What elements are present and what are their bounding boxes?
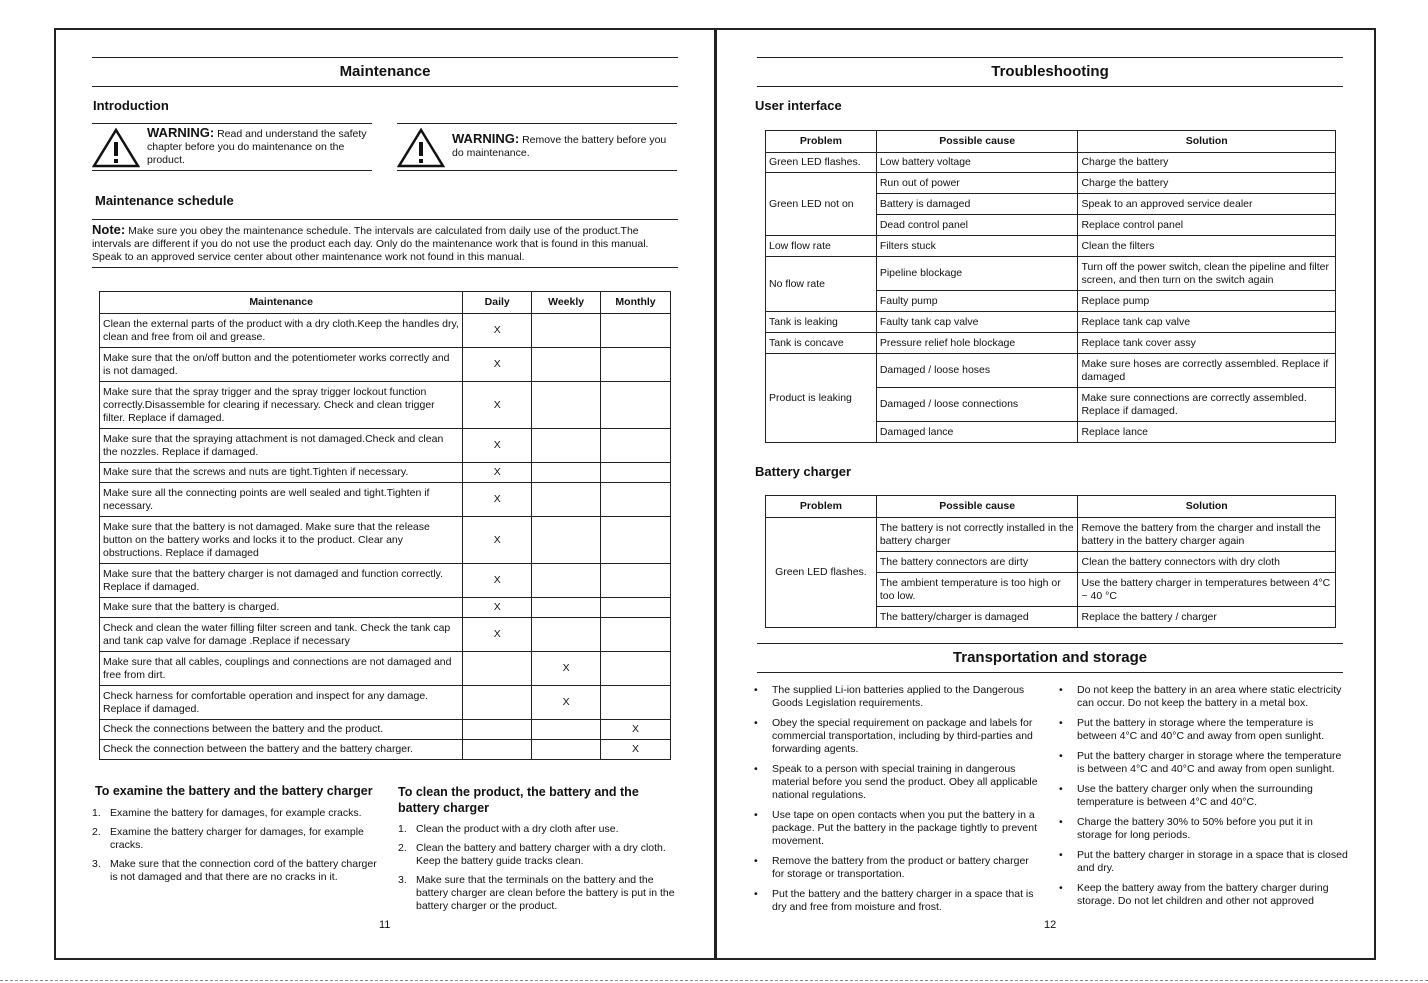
table-row xyxy=(766,333,1336,354)
list-item xyxy=(754,763,1039,802)
interval-mark-cell xyxy=(532,348,601,382)
maintenance-schedule-heading: Maintenance schedule xyxy=(95,193,234,208)
problem-cell: Green LED not on xyxy=(766,173,877,236)
cause-cell: Damaged / loose hoses xyxy=(876,354,1078,388)
interval-mark-cell xyxy=(601,598,671,618)
maintenance-task-cell: Make sure that the battery is charged. xyxy=(100,598,463,618)
cause-cell: The battery is not correctly installed in the battery charger xyxy=(876,518,1078,552)
interval-mark-cell: X xyxy=(463,348,532,382)
bullet-icon: • xyxy=(754,763,758,775)
solution-cell: Make sure connections are correctly assembled. Replace if damaged. xyxy=(1078,388,1336,422)
interval-mark-cell: X xyxy=(463,382,532,429)
list-item-text: Put the battery in storage where the temperature is between 4°C and 40°C and away from open sunlight. xyxy=(1077,717,1325,742)
solution-cell: Replace tank cap valve xyxy=(1078,312,1336,333)
list-item xyxy=(754,888,1039,914)
col-header-solution: Solution xyxy=(1078,496,1336,518)
list-number: 1. xyxy=(398,823,407,835)
solution-cell: Clean the battery connectors with dry cloth xyxy=(1078,552,1336,573)
list-item-text: The supplied Li-ion batteries applied to the Dangerous Goods Legislation requirements. xyxy=(772,684,1025,709)
problem-cell: Product is leaking xyxy=(766,354,877,443)
cause-cell: Dead control panel xyxy=(876,215,1078,236)
cause-cell: Pipeline blockage xyxy=(876,257,1078,291)
maintenance-task-cell: Make sure that the spraying attachment is not damaged.Check and clean the nozzles. Replace if damaged. xyxy=(100,429,463,463)
list-number: 2. xyxy=(398,842,407,854)
warning-label-2: WARNING: xyxy=(452,131,520,146)
col-header-cause: Possible cause xyxy=(876,131,1078,153)
clean-list xyxy=(398,823,680,919)
interval-mark-cell xyxy=(532,314,601,348)
table-row xyxy=(766,153,1336,173)
list-item xyxy=(754,809,1039,848)
solution-cell: Remove the battery from the charger and install the battery in the battery charger again xyxy=(1078,518,1336,552)
interval-mark-cell xyxy=(532,618,601,652)
clean-heading: To clean the product, the battery and the battery charger xyxy=(398,785,639,815)
table-row xyxy=(100,720,671,740)
interval-mark-cell xyxy=(601,314,671,348)
solution-cell: Charge the battery xyxy=(1078,153,1336,173)
list-number: 2. xyxy=(92,826,101,838)
table-row xyxy=(100,517,671,564)
warning-text-1: Read and understand the safety chapter before you do maintenance on the product. xyxy=(147,128,367,166)
interval-mark-cell xyxy=(532,564,601,598)
cause-cell: The battery/charger is damaged xyxy=(876,607,1078,628)
interval-mark-cell: X xyxy=(601,740,671,760)
cause-cell: Low battery voltage xyxy=(876,153,1078,173)
maintenance-task-cell: Clean the external parts of the product with a dry cloth.Keep the handles dry, clean and free from oil and grease. xyxy=(100,314,463,348)
interval-mark-cell: X xyxy=(532,686,601,720)
cause-cell: The battery connectors are dirty xyxy=(876,552,1078,573)
table-row xyxy=(100,314,671,348)
table-row xyxy=(100,598,671,618)
interval-mark-cell xyxy=(601,463,671,483)
table-row xyxy=(100,483,671,517)
solution-cell: Clean the filters xyxy=(1078,236,1336,257)
solution-cell: Replace control panel xyxy=(1078,215,1336,236)
table-header-row xyxy=(100,292,671,314)
list-item xyxy=(398,842,680,868)
interval-mark-cell xyxy=(601,618,671,652)
interval-mark-cell xyxy=(601,483,671,517)
list-item-text: Put the battery and the battery charger in a space that is dry and free from moisture and frost. xyxy=(772,888,1034,913)
list-item-text: Make sure that the connection cord of the battery charger is not damaged and that there are no cracks in it. xyxy=(110,858,377,883)
interval-mark-cell: X xyxy=(463,463,532,483)
list-item-text: Remove the battery from the product or battery charger for storage or transportation. xyxy=(772,855,1029,880)
interval-mark-cell: X xyxy=(463,598,532,618)
solution-cell: Replace lance xyxy=(1078,422,1336,443)
bullet-icon: • xyxy=(754,809,758,821)
bullet-icon: • xyxy=(754,855,758,867)
cause-cell: Faulty pump xyxy=(876,291,1078,312)
list-item-text: Make sure that the terminals on the battery and the battery charger are clean before the battery is put in the battery charger or the product. xyxy=(416,874,675,912)
page-divider xyxy=(714,28,717,960)
warning-box-1 xyxy=(92,123,372,171)
table-row xyxy=(100,686,671,720)
table-row xyxy=(100,348,671,382)
list-item xyxy=(754,855,1039,881)
list-number: 1. xyxy=(92,807,101,819)
maintenance-task-cell: Check the connections between the battery and the product. xyxy=(100,720,463,740)
interval-mark-cell xyxy=(532,382,601,429)
bullet-icon: • xyxy=(1059,750,1063,762)
list-item-text: Obey the special requirement on package and labels for commercial transportation, including by third-parties and forwarding agents. xyxy=(772,717,1033,755)
interval-mark-cell xyxy=(532,740,601,760)
interval-mark-cell: X xyxy=(463,483,532,517)
bullet-icon: • xyxy=(754,888,758,900)
table-row xyxy=(766,518,1336,552)
maintenance-task-cell: Check harness for comfortable operation and inspect for any damage. Replace if damaged. xyxy=(100,686,463,720)
list-number: 3. xyxy=(398,874,407,886)
interval-mark-cell: X xyxy=(463,429,532,463)
col-header-monthly: Monthly xyxy=(601,292,671,314)
table-row xyxy=(766,173,1336,194)
warning-box-2 xyxy=(397,123,677,171)
interval-mark-cell xyxy=(601,382,671,429)
col-header-problem: Problem xyxy=(766,131,877,153)
table-row xyxy=(100,564,671,598)
interval-mark-cell xyxy=(532,483,601,517)
note-label: Note: xyxy=(92,222,126,237)
maintenance-task-cell: Make sure all the connecting points are well sealed and tight.Tighten if necessary. xyxy=(100,483,463,517)
interval-mark-cell xyxy=(463,686,532,720)
bullet-icon: • xyxy=(754,684,758,696)
page-number-right: 12 xyxy=(1044,919,1057,931)
table-header-row xyxy=(766,131,1336,153)
solution-cell: Turn off the power switch, clean the pipeline and filter screen, and then turn on the switch again xyxy=(1078,257,1336,291)
user-interface-table xyxy=(765,130,1336,443)
list-item-text: Put the battery charger in storage where the temperature is between 4°C and 40°C and away from open sunlight. xyxy=(1077,750,1342,775)
interval-mark-cell xyxy=(463,740,532,760)
list-item-text: Use the battery charger only when the surrounding temperature is between 4°C and 40°C. xyxy=(1077,783,1313,808)
bullet-icon: • xyxy=(1059,882,1063,894)
page-number-left: 11 xyxy=(379,919,391,931)
interval-mark-cell xyxy=(532,720,601,740)
list-item-text: Keep the battery away from the battery charger during storage. Do not let children and other not approved xyxy=(1077,882,1329,907)
col-header-maintenance: Maintenance xyxy=(100,292,463,314)
interval-mark-cell: X xyxy=(463,564,532,598)
maintenance-title: Maintenance xyxy=(92,57,678,87)
transport-list-right xyxy=(1059,684,1349,915)
list-item xyxy=(754,717,1039,756)
table-row xyxy=(766,312,1336,333)
list-item xyxy=(1059,783,1349,809)
solution-cell: Replace the battery / charger xyxy=(1078,607,1336,628)
table-row xyxy=(100,740,671,760)
interval-mark-cell xyxy=(532,598,601,618)
interval-mark-cell xyxy=(601,564,671,598)
warning-triangle-icon xyxy=(397,128,445,168)
list-item xyxy=(398,874,680,913)
cause-cell: Pressure relief hole blockage xyxy=(876,333,1078,354)
cause-cell: Damaged lance xyxy=(876,422,1078,443)
interval-mark-cell: X xyxy=(601,720,671,740)
bullet-icon: • xyxy=(1059,849,1063,861)
list-item-text: Do not keep the battery in an area where static electricity can occur. Do not keep the battery in a metal box. xyxy=(1077,684,1342,709)
list-item-text: Examine the battery charger for damages, for example cracks. xyxy=(110,826,364,851)
note-text: Make sure you obey the maintenance schedule. The intervals are calculated from daily use of the product.The intervals are different if you do not use the product each day. Only do the maintenance work that is found in this manual. Speak to an approved service center about other maintenance work not found in this manual. xyxy=(92,225,649,263)
list-item-text: Charge the battery 30% to 50% before you put it in storage for long periods. xyxy=(1077,816,1313,841)
problem-cell: Green LED flashes. xyxy=(766,153,877,173)
cause-cell: The ambient temperature is too high or too low. xyxy=(876,573,1078,607)
transportation-title: Transportation and storage xyxy=(757,643,1343,673)
table-row xyxy=(100,382,671,429)
solution-cell: Make sure hoses are correctly assembled. Replace if damaged xyxy=(1078,354,1336,388)
interval-mark-cell xyxy=(463,652,532,686)
bullet-icon: • xyxy=(1059,816,1063,828)
note-block xyxy=(92,219,678,268)
user-interface-heading: User interface xyxy=(755,98,842,113)
col-header-problem: Problem xyxy=(766,496,877,518)
maintenance-task-cell: Make sure that the battery charger is not damaged and function correctly. Replace if damaged. xyxy=(100,564,463,598)
col-header-daily: Daily xyxy=(463,292,532,314)
interval-mark-cell: X xyxy=(463,314,532,348)
col-header-weekly: Weekly xyxy=(532,292,601,314)
maintenance-task-cell: Make sure that all cables, couplings and connections are not damaged and free from dirt. xyxy=(100,652,463,686)
table-row xyxy=(100,463,671,483)
interval-mark-cell xyxy=(532,517,601,564)
warning-triangle-icon xyxy=(92,128,140,168)
list-item-text: Clean the product with a dry cloth after use. xyxy=(416,823,619,835)
list-item-text: Use tape on open contacts when you put the battery in a package. Put the battery in the package tightly to prevent movement. xyxy=(772,809,1038,847)
table-row xyxy=(100,429,671,463)
col-header-solution: Solution xyxy=(1078,131,1336,153)
cause-cell: Filters stuck xyxy=(876,236,1078,257)
interval-mark-cell xyxy=(601,686,671,720)
examine-heading: To examine the battery and the battery charger xyxy=(95,784,373,798)
list-number: 3. xyxy=(92,858,101,870)
bullet-icon: • xyxy=(1059,684,1063,696)
bullet-icon: • xyxy=(1059,717,1063,729)
list-item xyxy=(754,684,1039,710)
list-item xyxy=(1059,849,1349,875)
problem-cell: Tank is leaking xyxy=(766,312,877,333)
maintenance-task-cell: Make sure that the battery is not damaged. Make sure that the release button on the battery works and locks it to the product. Clear any obstructions. Replace if damaged xyxy=(100,517,463,564)
bullet-icon: • xyxy=(1059,783,1063,795)
interval-mark-cell xyxy=(601,652,671,686)
warning-label-1: WARNING: xyxy=(147,125,215,140)
cause-cell: Battery is damaged xyxy=(876,194,1078,215)
problem-cell: Tank is concave xyxy=(766,333,877,354)
list-item xyxy=(92,826,377,852)
cause-cell: Run out of power xyxy=(876,173,1078,194)
list-item-text: Put the battery charger in storage in a space that is closed and dry. xyxy=(1077,849,1348,874)
col-header-cause: Possible cause xyxy=(876,496,1078,518)
bottom-edge-line xyxy=(0,980,1428,981)
list-item xyxy=(92,807,377,820)
list-item xyxy=(398,823,680,836)
maintenance-task-cell: Make sure that the screws and nuts are tight.Tighten if necessary. xyxy=(100,463,463,483)
maintenance-task-cell: Make sure that the on/off button and the potentiometer works correctly and is not damaged. xyxy=(100,348,463,382)
interval-mark-cell xyxy=(532,463,601,483)
list-item xyxy=(1059,750,1349,776)
solution-cell: Speak to an approved service dealer xyxy=(1078,194,1336,215)
interval-mark-cell xyxy=(463,720,532,740)
solution-cell: Charge the battery xyxy=(1078,173,1336,194)
maintenance-task-cell: Make sure that the spray trigger and the spray trigger lockout function correctly.Disassemble for clearing if necessary. Check and clean trigger filter. Replace if damaged. xyxy=(100,382,463,429)
interval-mark-cell xyxy=(532,429,601,463)
list-item xyxy=(1059,882,1349,908)
warning-text-2: Remove the battery before you do maintenance. xyxy=(452,134,667,159)
interval-mark-cell: X xyxy=(463,517,532,564)
solution-cell: Replace tank cover assy xyxy=(1078,333,1336,354)
battery-charger-heading: Battery charger xyxy=(755,464,852,479)
table-header-row xyxy=(766,496,1336,518)
maintenance-task-cell: Check and clean the water filling filter screen and tank. Check the tank cap and tank cap valve for damage .Replace if necessary xyxy=(100,618,463,652)
troubleshooting-title: Troubleshooting xyxy=(757,57,1343,87)
interval-mark-cell: X xyxy=(532,652,601,686)
problem-cell: No flow rate xyxy=(766,257,877,312)
table-row xyxy=(766,354,1336,388)
list-item xyxy=(1059,684,1349,710)
table-row xyxy=(100,618,671,652)
cause-cell: Faulty tank cap valve xyxy=(876,312,1078,333)
battery-charger-table xyxy=(765,495,1336,628)
table-row xyxy=(766,236,1336,257)
transport-list-left xyxy=(754,684,1039,921)
introduction-heading: Introduction xyxy=(93,98,169,113)
maintenance-table xyxy=(99,291,671,760)
list-item-text: Examine the battery for damages, for example cracks. xyxy=(110,807,362,819)
table-row xyxy=(766,257,1336,291)
list-item-text: Clean the battery and battery charger with a dry cloth. Keep the battery guide tracks clean. xyxy=(416,842,666,867)
bullet-icon: • xyxy=(754,717,758,729)
solution-cell: Replace pump xyxy=(1078,291,1336,312)
interval-mark-cell: X xyxy=(463,618,532,652)
list-item xyxy=(1059,717,1349,743)
problem-cell: Low flow rate xyxy=(766,236,877,257)
list-item xyxy=(92,858,377,884)
interval-mark-cell xyxy=(601,517,671,564)
table-row xyxy=(100,652,671,686)
examine-list xyxy=(92,807,377,890)
problem-cell: Green LED flashes. xyxy=(766,518,877,628)
list-item xyxy=(1059,816,1349,842)
interval-mark-cell xyxy=(601,429,671,463)
solution-cell: Use the battery charger in temperatures between 4°C ~ 40 °C xyxy=(1078,573,1336,607)
list-item-text: Speak to a person with special training in dangerous material before you send the product. Obey all applicable national regulations. xyxy=(772,763,1038,801)
cause-cell: Damaged / loose connections xyxy=(876,388,1078,422)
maintenance-task-cell: Check the connection between the battery and the battery charger. xyxy=(100,740,463,760)
interval-mark-cell xyxy=(601,348,671,382)
